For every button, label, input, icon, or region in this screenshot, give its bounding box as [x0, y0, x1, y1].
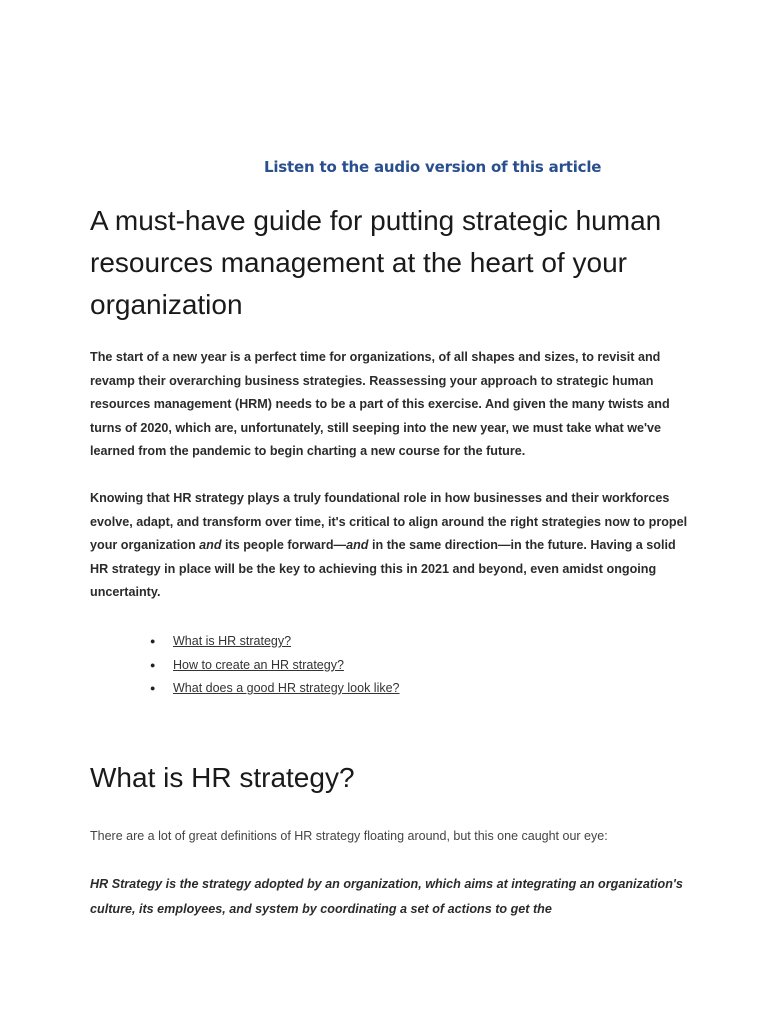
paragraph-text: its people forward— [221, 538, 347, 552]
toc-link-what-is-hr-strategy[interactable]: What is HR strategy? [173, 634, 292, 648]
hr-strategy-paragraph [90, 487, 690, 605]
definition-intro: There are a lot of great definitions of HR strategy floating around, but this one caught our eye: [90, 829, 608, 843]
table-of-contents [150, 630, 400, 701]
toc-item [150, 630, 400, 654]
toc-item [150, 654, 400, 678]
paragraph-text: in the same direction—in the future. Having a solid HR strategy in place will be the key to achieving this in 2021 and beyond, even amidst ongoing uncertainty. [90, 538, 676, 599]
intro-paragraph: The start of a new year is a perfect time for organizations, of all shapes and sizes, to revisit and revamp their overarching business strategies. Reassessing your approach to strategic human resources management (HRM) needs to be a part of this exercise. And given the many twists and turns of 2020, which are, unfortunately, still seeping into the new year, we must take what we've learned from the pandemic to begin charting a new course for the future. [90, 350, 670, 458]
emphasis-and: and [346, 538, 369, 552]
toc-link-good-hr-strategy[interactable]: What does a good HR strategy look like? [173, 681, 400, 695]
definition-quote: HR Strategy is the strategy adopted by an organization, which aims at integrating an organization's culture, its employees, and system by coordinating a set of actions to get the [90, 877, 683, 916]
toc-link-how-to-create[interactable]: How to create an HR strategy? [173, 657, 344, 672]
paragraph-text: Knowing that HR strategy plays a truly foundational role in how businesses and their workforces evolve, adapt, and transform over time, it's critical to align around the right strategies now to propel your organization [90, 491, 688, 552]
bullet-icon: ● [150, 683, 156, 693]
bullet-icon: ● [150, 636, 156, 646]
article-title: A must-have guide for putting strategic human resources management at the heart of your organization [90, 205, 662, 320]
emphasis-and: and [199, 538, 222, 552]
audio-version-link[interactable]: Listen to the audio version of this article [264, 158, 602, 176]
section-heading: What is HR strategy? [90, 762, 355, 793]
toc-item [150, 677, 400, 701]
bullet-icon: ● [150, 659, 156, 670]
